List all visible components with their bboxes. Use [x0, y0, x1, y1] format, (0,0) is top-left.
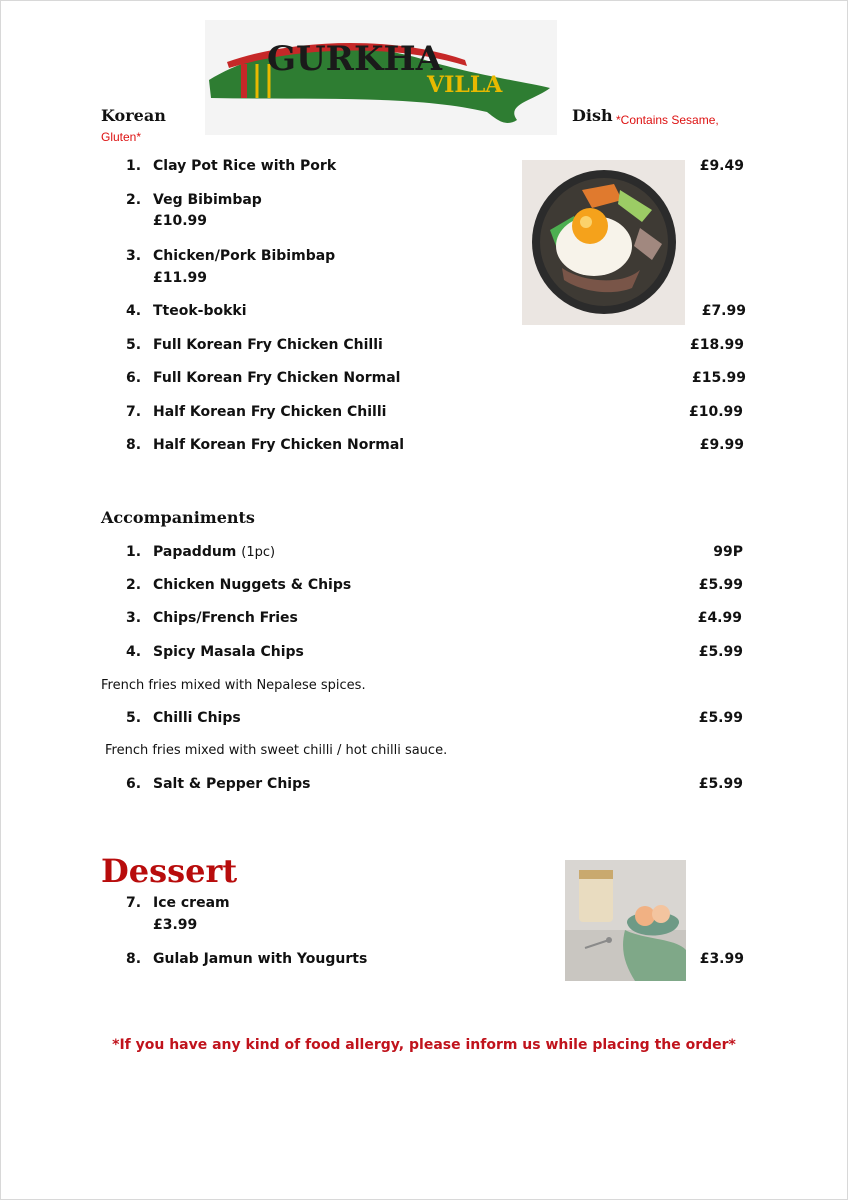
menu-item-name: [153, 544, 275, 560]
allergy-notice: *If you have any kind of food allergy, please inform us while placing the order*: [112, 1037, 736, 1053]
item-number: 8.: [126, 951, 142, 967]
bibimbap-photo: [522, 160, 685, 325]
menu-item-price: £15.99: [691, 370, 746, 386]
item-number: 1.: [126, 544, 142, 560]
menu-item-name: Gulab Jamun with Yougurts: [153, 951, 368, 967]
section-heading-dish: Dish: [572, 106, 613, 125]
menu-item-name: Chilli Chips: [153, 710, 241, 726]
item-number: 4.: [126, 303, 142, 319]
menu-item-name: Full Korean Fry Chicken Normal: [153, 370, 401, 386]
menu-item-name: Chicken/Pork Bibimbap: [153, 248, 336, 264]
item-number: 6.: [126, 776, 142, 792]
menu-item-price: £9.49: [699, 158, 744, 174]
menu-item-name: Half Korean Fry Chicken Normal: [153, 437, 405, 453]
menu-item-price: £5.99: [698, 577, 743, 593]
item-number: 6.: [126, 370, 142, 386]
item-number: 7.: [126, 895, 142, 911]
menu-item-price: £10.99: [153, 213, 208, 229]
menu-item-price: £7.99: [701, 303, 746, 319]
item-number: 2.: [126, 577, 142, 593]
menu-item-price: 99P: [713, 544, 743, 560]
menu-item-name: Tteok-bokki: [153, 303, 247, 319]
menu-item-price: £11.99: [153, 270, 208, 286]
menu-item-name: Clay Pot Rice with Pork: [153, 158, 337, 174]
menu-item-qty: (1pc): [241, 545, 276, 560]
item-description: French fries mixed with Nepalese spices.: [101, 678, 366, 693]
item-number: 3.: [126, 610, 142, 626]
item-number: 4.: [126, 644, 142, 660]
item-number: 2.: [126, 192, 142, 208]
menu-item-price: £18.99: [689, 337, 744, 353]
section-heading-korean: Korean: [101, 106, 166, 125]
menu-item-price: £10.99: [688, 404, 743, 420]
item-number: 7.: [126, 404, 142, 420]
menu-item-name-text: Papaddum: [153, 544, 237, 560]
item-number: 5.: [126, 710, 142, 726]
menu-item-price: £3.99: [699, 951, 744, 967]
item-description: French fries mixed with sweet chilli / hot chilli sauce.: [105, 743, 448, 758]
menu-item-name: Chips/French Fries: [153, 610, 298, 626]
menu-item-price: £5.99: [698, 644, 743, 660]
menu-item-name: Chicken Nuggets & Chips: [153, 577, 352, 593]
menu-item-price: £5.99: [698, 776, 743, 792]
item-number: 1.: [126, 158, 142, 174]
section-heading-dessert: Dessert: [101, 852, 238, 890]
logo-text-gurkha: GURKHA: [267, 39, 442, 79]
item-number: 5.: [126, 337, 142, 353]
menu-item-name: Ice cream: [153, 895, 230, 911]
logo-text-villa: VILLA: [427, 72, 503, 98]
section-heading-accompaniments: Accompaniments: [101, 508, 255, 527]
contains-note-sesame: *Contains Sesame,: [616, 113, 719, 127]
menu-item-price: £5.99: [698, 710, 743, 726]
logo-graphic: [205, 20, 557, 135]
item-number: 8.: [126, 437, 142, 453]
menu-item-price: £3.99: [153, 917, 198, 933]
menu-item-name: Spicy Masala Chips: [153, 644, 304, 660]
item-number: 3.: [126, 248, 142, 264]
menu-item-price: £4.99: [697, 610, 742, 626]
contains-note-gluten: Gluten*: [101, 130, 142, 144]
menu-item-price: £9.99: [699, 437, 744, 453]
menu-item-name: Salt & Pepper Chips: [153, 776, 311, 792]
menu-item-name: Full Korean Fry Chicken Chilli: [153, 337, 383, 353]
menu-item-name: Veg Bibimbap: [153, 192, 262, 208]
restaurant-logo: [205, 20, 557, 135]
ice-cream-photo: [565, 860, 686, 981]
menu-item-name: Half Korean Fry Chicken Chilli: [153, 404, 387, 420]
